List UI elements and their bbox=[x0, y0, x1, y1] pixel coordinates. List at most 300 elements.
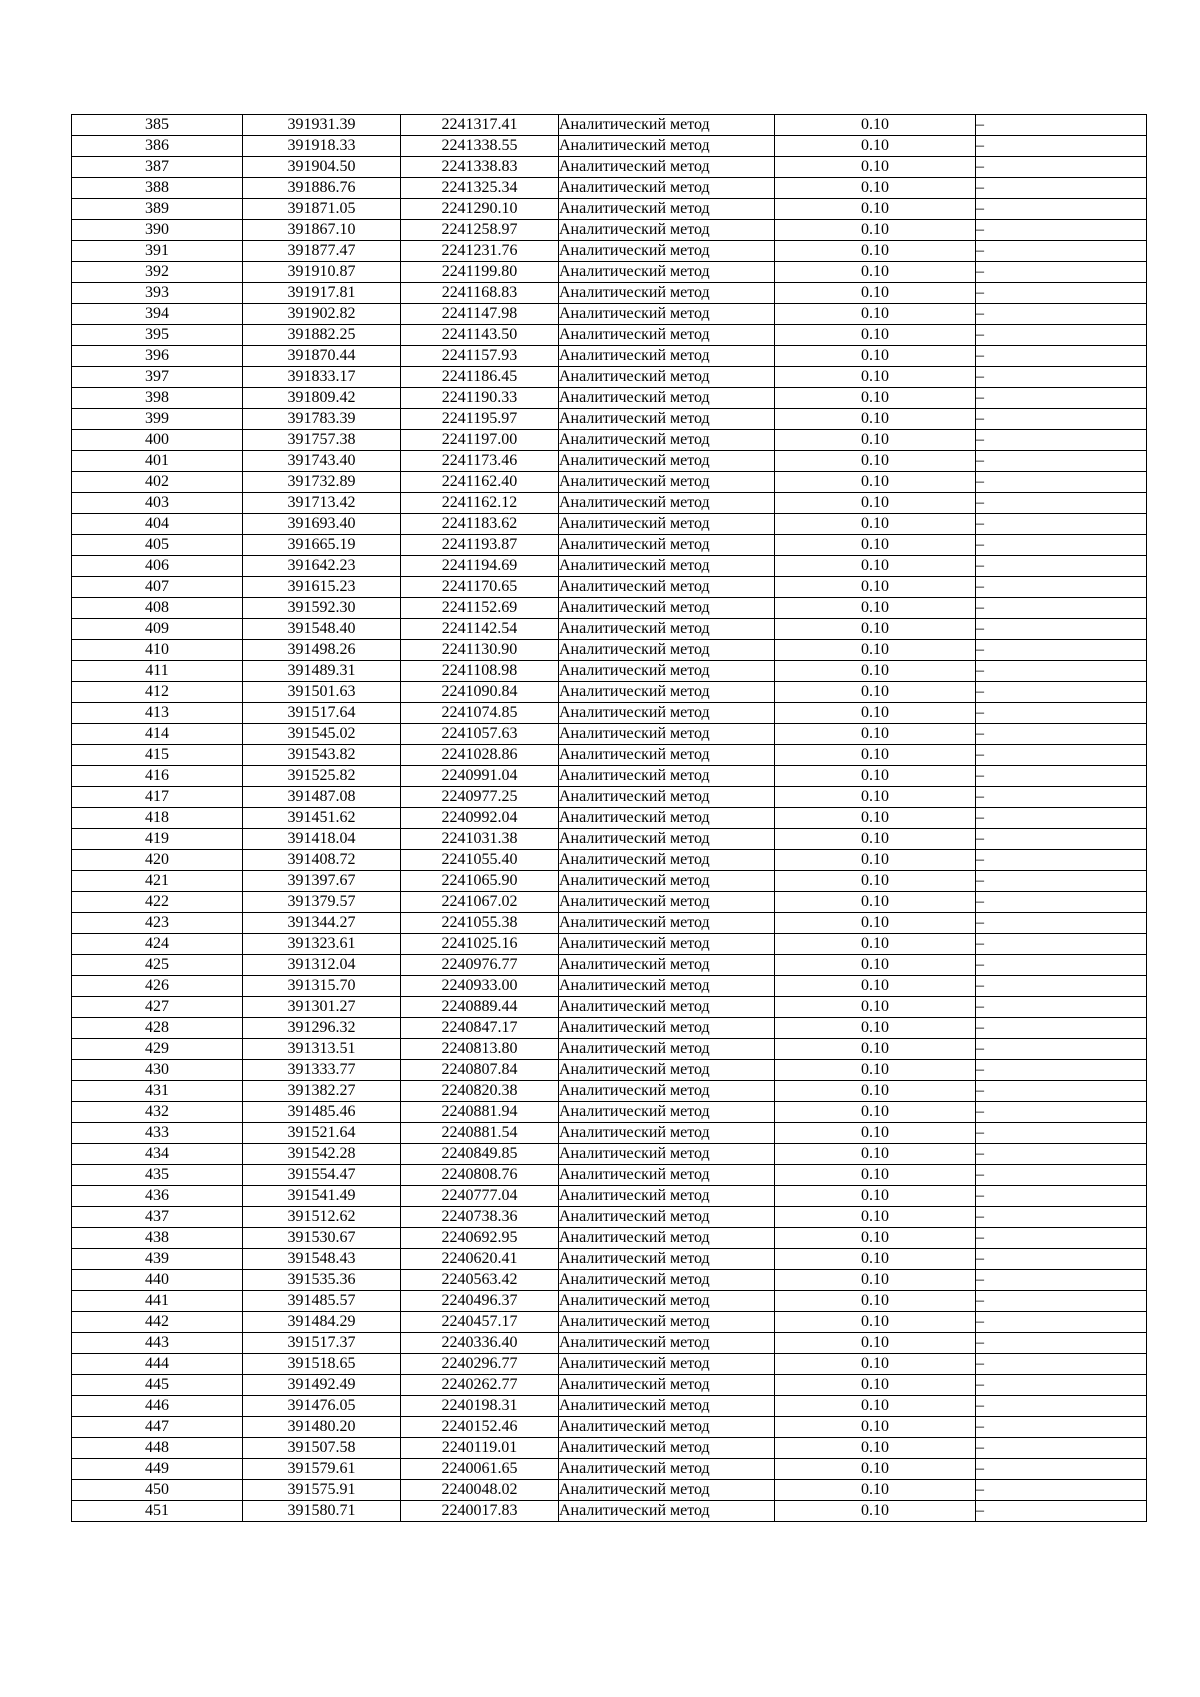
x-coordinate-cell: 391910.87 bbox=[243, 262, 401, 283]
point-number-cell: 425 bbox=[72, 955, 243, 976]
note-cell: – bbox=[976, 1228, 1147, 1249]
method-cell: Аналитический метод bbox=[559, 829, 775, 850]
accuracy-cell: 0.10 bbox=[775, 1291, 976, 1312]
method-cell: Аналитический метод bbox=[559, 1375, 775, 1396]
method-cell: Аналитический метод bbox=[559, 1081, 775, 1102]
point-number-cell: 393 bbox=[72, 283, 243, 304]
method-cell: Аналитический метод bbox=[559, 766, 775, 787]
table-row bbox=[72, 766, 1147, 787]
table-row bbox=[72, 367, 1147, 388]
point-number-cell: 385 bbox=[72, 115, 243, 136]
table-row bbox=[72, 829, 1147, 850]
method-cell: Аналитический метод bbox=[559, 703, 775, 724]
y-coordinate-cell: 2241199.80 bbox=[401, 262, 559, 283]
y-coordinate-cell: 2241168.83 bbox=[401, 283, 559, 304]
accuracy-cell: 0.10 bbox=[775, 1270, 976, 1291]
note-cell: – bbox=[976, 703, 1147, 724]
accuracy-cell: 0.10 bbox=[775, 1186, 976, 1207]
point-number-cell: 448 bbox=[72, 1438, 243, 1459]
table-row bbox=[72, 871, 1147, 892]
table-row bbox=[72, 409, 1147, 430]
note-cell: – bbox=[976, 1396, 1147, 1417]
x-coordinate-cell: 391485.46 bbox=[243, 1102, 401, 1123]
method-cell: Аналитический метод bbox=[559, 745, 775, 766]
note-cell: – bbox=[976, 1291, 1147, 1312]
method-cell: Аналитический метод bbox=[559, 640, 775, 661]
x-coordinate-cell: 391757.38 bbox=[243, 430, 401, 451]
accuracy-cell: 0.10 bbox=[775, 388, 976, 409]
point-number-cell: 420 bbox=[72, 850, 243, 871]
coordinates-table-container bbox=[71, 114, 1146, 1522]
table-row bbox=[72, 199, 1147, 220]
method-cell: Аналитический метод bbox=[559, 535, 775, 556]
note-cell: – bbox=[976, 1270, 1147, 1291]
point-number-cell: 396 bbox=[72, 346, 243, 367]
method-cell: Аналитический метод bbox=[559, 1354, 775, 1375]
y-coordinate-cell: 2240881.54 bbox=[401, 1123, 559, 1144]
note-cell: – bbox=[976, 1459, 1147, 1480]
x-coordinate-cell: 391487.08 bbox=[243, 787, 401, 808]
method-cell: Аналитический метод bbox=[559, 1459, 775, 1480]
point-number-cell: 415 bbox=[72, 745, 243, 766]
x-coordinate-cell: 391918.33 bbox=[243, 136, 401, 157]
y-coordinate-cell: 2241067.02 bbox=[401, 892, 559, 913]
table-row bbox=[72, 1039, 1147, 1060]
table-row bbox=[72, 850, 1147, 871]
method-cell: Аналитический метод bbox=[559, 262, 775, 283]
x-coordinate-cell: 391498.26 bbox=[243, 640, 401, 661]
accuracy-cell: 0.10 bbox=[775, 346, 976, 367]
x-coordinate-cell: 391665.19 bbox=[243, 535, 401, 556]
accuracy-cell: 0.10 bbox=[775, 1333, 976, 1354]
point-number-cell: 434 bbox=[72, 1144, 243, 1165]
note-cell: – bbox=[976, 136, 1147, 157]
x-coordinate-cell: 391575.91 bbox=[243, 1480, 401, 1501]
point-number-cell: 417 bbox=[72, 787, 243, 808]
note-cell: – bbox=[976, 661, 1147, 682]
table-row bbox=[72, 1207, 1147, 1228]
accuracy-cell: 0.10 bbox=[775, 1123, 976, 1144]
point-number-cell: 444 bbox=[72, 1354, 243, 1375]
x-coordinate-cell: 391451.62 bbox=[243, 808, 401, 829]
note-cell: – bbox=[976, 913, 1147, 934]
method-cell: Аналитический метод bbox=[559, 1417, 775, 1438]
point-number-cell: 391 bbox=[72, 241, 243, 262]
accuracy-cell: 0.10 bbox=[775, 850, 976, 871]
y-coordinate-cell: 2240336.40 bbox=[401, 1333, 559, 1354]
point-number-cell: 419 bbox=[72, 829, 243, 850]
x-coordinate-cell: 391518.65 bbox=[243, 1354, 401, 1375]
accuracy-cell: 0.10 bbox=[775, 976, 976, 997]
table-row bbox=[72, 325, 1147, 346]
x-coordinate-cell: 391541.49 bbox=[243, 1186, 401, 1207]
y-coordinate-cell: 2240496.37 bbox=[401, 1291, 559, 1312]
y-coordinate-cell: 2241152.69 bbox=[401, 598, 559, 619]
y-coordinate-cell: 2240992.04 bbox=[401, 808, 559, 829]
point-number-cell: 422 bbox=[72, 892, 243, 913]
x-coordinate-cell: 391642.23 bbox=[243, 556, 401, 577]
x-coordinate-cell: 391902.82 bbox=[243, 304, 401, 325]
point-number-cell: 449 bbox=[72, 1459, 243, 1480]
method-cell: Аналитический метод bbox=[559, 430, 775, 451]
y-coordinate-cell: 2241028.86 bbox=[401, 745, 559, 766]
x-coordinate-cell: 391871.05 bbox=[243, 199, 401, 220]
method-cell: Аналитический метод bbox=[559, 367, 775, 388]
y-coordinate-cell: 2241290.10 bbox=[401, 199, 559, 220]
note-cell: – bbox=[976, 472, 1147, 493]
x-coordinate-cell: 391492.49 bbox=[243, 1375, 401, 1396]
x-coordinate-cell: 391507.58 bbox=[243, 1438, 401, 1459]
table-row bbox=[72, 346, 1147, 367]
table-row bbox=[72, 493, 1147, 514]
point-number-cell: 398 bbox=[72, 388, 243, 409]
table-row bbox=[72, 745, 1147, 766]
table-row bbox=[72, 1123, 1147, 1144]
method-cell: Аналитический метод bbox=[559, 724, 775, 745]
x-coordinate-cell: 391333.77 bbox=[243, 1060, 401, 1081]
x-coordinate-cell: 391484.29 bbox=[243, 1312, 401, 1333]
x-coordinate-cell: 391543.82 bbox=[243, 745, 401, 766]
method-cell: Аналитический метод bbox=[559, 871, 775, 892]
method-cell: Аналитический метод bbox=[559, 493, 775, 514]
method-cell: Аналитический метод bbox=[559, 997, 775, 1018]
accuracy-cell: 0.10 bbox=[775, 787, 976, 808]
accuracy-cell: 0.10 bbox=[775, 619, 976, 640]
note-cell: – bbox=[976, 619, 1147, 640]
note-cell: – bbox=[976, 598, 1147, 619]
table-row bbox=[72, 1291, 1147, 1312]
y-coordinate-cell: 2241197.00 bbox=[401, 430, 559, 451]
note-cell: – bbox=[976, 1060, 1147, 1081]
accuracy-cell: 0.10 bbox=[775, 1354, 976, 1375]
method-cell: Аналитический метод bbox=[559, 472, 775, 493]
table-row bbox=[72, 304, 1147, 325]
table-row bbox=[72, 1165, 1147, 1186]
y-coordinate-cell: 2241170.65 bbox=[401, 577, 559, 598]
accuracy-cell: 0.10 bbox=[775, 871, 976, 892]
method-cell: Аналитический метод bbox=[559, 1333, 775, 1354]
point-number-cell: 440 bbox=[72, 1270, 243, 1291]
table-row bbox=[72, 556, 1147, 577]
point-number-cell: 433 bbox=[72, 1123, 243, 1144]
note-cell: – bbox=[976, 682, 1147, 703]
point-number-cell: 416 bbox=[72, 766, 243, 787]
method-cell: Аналитический метод bbox=[559, 1480, 775, 1501]
y-coordinate-cell: 2240881.94 bbox=[401, 1102, 559, 1123]
table-row bbox=[72, 514, 1147, 535]
y-coordinate-cell: 2241025.16 bbox=[401, 934, 559, 955]
accuracy-cell: 0.10 bbox=[775, 367, 976, 388]
table-row bbox=[72, 577, 1147, 598]
table-row bbox=[72, 283, 1147, 304]
x-coordinate-cell: 391315.70 bbox=[243, 976, 401, 997]
accuracy-cell: 0.10 bbox=[775, 1396, 976, 1417]
note-cell: – bbox=[976, 1480, 1147, 1501]
accuracy-cell: 0.10 bbox=[775, 1459, 976, 1480]
note-cell: – bbox=[976, 934, 1147, 955]
note-cell: – bbox=[976, 997, 1147, 1018]
accuracy-cell: 0.10 bbox=[775, 1501, 976, 1522]
table-row bbox=[72, 472, 1147, 493]
y-coordinate-cell: 2241142.54 bbox=[401, 619, 559, 640]
accuracy-cell: 0.10 bbox=[775, 1312, 976, 1333]
note-cell: – bbox=[976, 346, 1147, 367]
note-cell: – bbox=[976, 220, 1147, 241]
method-cell: Аналитический метод bbox=[559, 1270, 775, 1291]
point-number-cell: 437 bbox=[72, 1207, 243, 1228]
method-cell: Аналитический метод bbox=[559, 178, 775, 199]
accuracy-cell: 0.10 bbox=[775, 808, 976, 829]
note-cell: – bbox=[976, 1186, 1147, 1207]
table-row bbox=[72, 1417, 1147, 1438]
y-coordinate-cell: 2240847.17 bbox=[401, 1018, 559, 1039]
note-cell: – bbox=[976, 1375, 1147, 1396]
method-cell: Аналитический метод bbox=[559, 1144, 775, 1165]
table-row bbox=[72, 220, 1147, 241]
method-cell: Аналитический метод bbox=[559, 619, 775, 640]
method-cell: Аналитический метод bbox=[559, 115, 775, 136]
method-cell: Аналитический метод bbox=[559, 409, 775, 430]
point-number-cell: 432 bbox=[72, 1102, 243, 1123]
y-coordinate-cell: 2241317.41 bbox=[401, 115, 559, 136]
table-row bbox=[72, 136, 1147, 157]
table-row bbox=[72, 157, 1147, 178]
x-coordinate-cell: 391877.47 bbox=[243, 241, 401, 262]
y-coordinate-cell: 2240152.46 bbox=[401, 1417, 559, 1438]
x-coordinate-cell: 391542.28 bbox=[243, 1144, 401, 1165]
x-coordinate-cell: 391521.64 bbox=[243, 1123, 401, 1144]
table-row bbox=[72, 1396, 1147, 1417]
table-row bbox=[72, 997, 1147, 1018]
coordinates-table bbox=[71, 114, 1147, 1522]
table-row bbox=[72, 724, 1147, 745]
y-coordinate-cell: 2240976.77 bbox=[401, 955, 559, 976]
y-coordinate-cell: 2241258.97 bbox=[401, 220, 559, 241]
note-cell: – bbox=[976, 514, 1147, 535]
point-number-cell: 411 bbox=[72, 661, 243, 682]
x-coordinate-cell: 391480.20 bbox=[243, 1417, 401, 1438]
note-cell: – bbox=[976, 199, 1147, 220]
note-cell: – bbox=[976, 1249, 1147, 1270]
method-cell: Аналитический метод bbox=[559, 1018, 775, 1039]
method-cell: Аналитический метод bbox=[559, 955, 775, 976]
x-coordinate-cell: 391579.61 bbox=[243, 1459, 401, 1480]
method-cell: Аналитический метод bbox=[559, 136, 775, 157]
x-coordinate-cell: 391512.62 bbox=[243, 1207, 401, 1228]
method-cell: Аналитический метод bbox=[559, 577, 775, 598]
point-number-cell: 451 bbox=[72, 1501, 243, 1522]
accuracy-cell: 0.10 bbox=[775, 115, 976, 136]
y-coordinate-cell: 2241090.84 bbox=[401, 682, 559, 703]
point-number-cell: 390 bbox=[72, 220, 243, 241]
x-coordinate-cell: 391548.40 bbox=[243, 619, 401, 640]
y-coordinate-cell: 2241147.98 bbox=[401, 304, 559, 325]
point-number-cell: 428 bbox=[72, 1018, 243, 1039]
y-coordinate-cell: 2241074.85 bbox=[401, 703, 559, 724]
note-cell: – bbox=[976, 1039, 1147, 1060]
y-coordinate-cell: 2240692.95 bbox=[401, 1228, 559, 1249]
y-coordinate-cell: 2240808.76 bbox=[401, 1165, 559, 1186]
x-coordinate-cell: 391743.40 bbox=[243, 451, 401, 472]
y-coordinate-cell: 2241338.83 bbox=[401, 157, 559, 178]
note-cell: – bbox=[976, 892, 1147, 913]
point-number-cell: 406 bbox=[72, 556, 243, 577]
x-coordinate-cell: 391313.51 bbox=[243, 1039, 401, 1060]
x-coordinate-cell: 391408.72 bbox=[243, 850, 401, 871]
y-coordinate-cell: 2240738.36 bbox=[401, 1207, 559, 1228]
accuracy-cell: 0.10 bbox=[775, 640, 976, 661]
y-coordinate-cell: 2240457.17 bbox=[401, 1312, 559, 1333]
x-coordinate-cell: 391882.25 bbox=[243, 325, 401, 346]
x-coordinate-cell: 391517.64 bbox=[243, 703, 401, 724]
table-row bbox=[72, 934, 1147, 955]
table-row bbox=[72, 787, 1147, 808]
method-cell: Аналитический метод bbox=[559, 1312, 775, 1333]
note-cell: – bbox=[976, 535, 1147, 556]
method-cell: Аналитический метод bbox=[559, 556, 775, 577]
accuracy-cell: 0.10 bbox=[775, 136, 976, 157]
x-coordinate-cell: 391344.27 bbox=[243, 913, 401, 934]
accuracy-cell: 0.10 bbox=[775, 493, 976, 514]
method-cell: Аналитический метод bbox=[559, 892, 775, 913]
accuracy-cell: 0.10 bbox=[775, 430, 976, 451]
method-cell: Аналитический метод bbox=[559, 1039, 775, 1060]
point-number-cell: 429 bbox=[72, 1039, 243, 1060]
accuracy-cell: 0.10 bbox=[775, 556, 976, 577]
method-cell: Аналитический метод bbox=[559, 934, 775, 955]
accuracy-cell: 0.10 bbox=[775, 661, 976, 682]
point-number-cell: 386 bbox=[72, 136, 243, 157]
y-coordinate-cell: 2241195.97 bbox=[401, 409, 559, 430]
point-number-cell: 412 bbox=[72, 682, 243, 703]
table-row bbox=[72, 1060, 1147, 1081]
note-cell: – bbox=[976, 1438, 1147, 1459]
accuracy-cell: 0.10 bbox=[775, 1438, 976, 1459]
point-number-cell: 442 bbox=[72, 1312, 243, 1333]
table-row bbox=[72, 1270, 1147, 1291]
table-row bbox=[72, 682, 1147, 703]
method-cell: Аналитический метод bbox=[559, 220, 775, 241]
y-coordinate-cell: 2240889.44 bbox=[401, 997, 559, 1018]
x-coordinate-cell: 391886.76 bbox=[243, 178, 401, 199]
y-coordinate-cell: 2240849.85 bbox=[401, 1144, 559, 1165]
table-row bbox=[72, 1459, 1147, 1480]
x-coordinate-cell: 391870.44 bbox=[243, 346, 401, 367]
table-row bbox=[72, 1249, 1147, 1270]
y-coordinate-cell: 2241157.93 bbox=[401, 346, 559, 367]
x-coordinate-cell: 391867.10 bbox=[243, 220, 401, 241]
method-cell: Аналитический метод bbox=[559, 1186, 775, 1207]
y-coordinate-cell: 2240563.42 bbox=[401, 1270, 559, 1291]
method-cell: Аналитический метод bbox=[559, 325, 775, 346]
table-row bbox=[72, 1312, 1147, 1333]
accuracy-cell: 0.10 bbox=[775, 1165, 976, 1186]
accuracy-cell: 0.10 bbox=[775, 1144, 976, 1165]
method-cell: Аналитический метод bbox=[559, 1438, 775, 1459]
table-row bbox=[72, 640, 1147, 661]
y-coordinate-cell: 2240198.31 bbox=[401, 1396, 559, 1417]
accuracy-cell: 0.10 bbox=[775, 1375, 976, 1396]
point-number-cell: 409 bbox=[72, 619, 243, 640]
x-coordinate-cell: 391379.57 bbox=[243, 892, 401, 913]
point-number-cell: 402 bbox=[72, 472, 243, 493]
method-cell: Аналитический метод bbox=[559, 787, 775, 808]
table-row bbox=[72, 661, 1147, 682]
accuracy-cell: 0.10 bbox=[775, 955, 976, 976]
y-coordinate-cell: 2240813.80 bbox=[401, 1039, 559, 1060]
table-row bbox=[72, 1501, 1147, 1522]
note-cell: – bbox=[976, 493, 1147, 514]
accuracy-cell: 0.10 bbox=[775, 1249, 976, 1270]
accuracy-cell: 0.10 bbox=[775, 325, 976, 346]
y-coordinate-cell: 2241057.63 bbox=[401, 724, 559, 745]
method-cell: Аналитический метод bbox=[559, 598, 775, 619]
point-number-cell: 410 bbox=[72, 640, 243, 661]
note-cell: – bbox=[976, 808, 1147, 829]
table-row bbox=[72, 115, 1147, 136]
x-coordinate-cell: 391301.27 bbox=[243, 997, 401, 1018]
point-number-cell: 388 bbox=[72, 178, 243, 199]
point-number-cell: 426 bbox=[72, 976, 243, 997]
point-number-cell: 394 bbox=[72, 304, 243, 325]
method-cell: Аналитический метод bbox=[559, 976, 775, 997]
note-cell: – bbox=[976, 871, 1147, 892]
method-cell: Аналитический метод bbox=[559, 1291, 775, 1312]
method-cell: Аналитический метод bbox=[559, 199, 775, 220]
accuracy-cell: 0.10 bbox=[775, 1228, 976, 1249]
y-coordinate-cell: 2241143.50 bbox=[401, 325, 559, 346]
accuracy-cell: 0.10 bbox=[775, 1480, 976, 1501]
method-cell: Аналитический метод bbox=[559, 514, 775, 535]
point-number-cell: 441 bbox=[72, 1291, 243, 1312]
note-cell: – bbox=[976, 1417, 1147, 1438]
point-number-cell: 421 bbox=[72, 871, 243, 892]
point-number-cell: 430 bbox=[72, 1060, 243, 1081]
accuracy-cell: 0.10 bbox=[775, 1081, 976, 1102]
accuracy-cell: 0.10 bbox=[775, 997, 976, 1018]
note-cell: – bbox=[976, 976, 1147, 997]
y-coordinate-cell: 2241173.46 bbox=[401, 451, 559, 472]
accuracy-cell: 0.10 bbox=[775, 283, 976, 304]
y-coordinate-cell: 2240017.83 bbox=[401, 1501, 559, 1522]
note-cell: – bbox=[976, 1333, 1147, 1354]
x-coordinate-cell: 391485.57 bbox=[243, 1291, 401, 1312]
table-row bbox=[72, 808, 1147, 829]
x-coordinate-cell: 391732.89 bbox=[243, 472, 401, 493]
method-cell: Аналитический метод bbox=[559, 1228, 775, 1249]
method-cell: Аналитический метод bbox=[559, 1165, 775, 1186]
method-cell: Аналитический метод bbox=[559, 1249, 775, 1270]
accuracy-cell: 0.10 bbox=[775, 682, 976, 703]
accuracy-cell: 0.10 bbox=[775, 178, 976, 199]
accuracy-cell: 0.10 bbox=[775, 1039, 976, 1060]
y-coordinate-cell: 2240991.04 bbox=[401, 766, 559, 787]
y-coordinate-cell: 2241325.34 bbox=[401, 178, 559, 199]
y-coordinate-cell: 2241190.33 bbox=[401, 388, 559, 409]
accuracy-cell: 0.10 bbox=[775, 892, 976, 913]
table-row bbox=[72, 1438, 1147, 1459]
note-cell: – bbox=[976, 1312, 1147, 1333]
accuracy-cell: 0.10 bbox=[775, 514, 976, 535]
note-cell: – bbox=[976, 1123, 1147, 1144]
note-cell: – bbox=[976, 157, 1147, 178]
table-row bbox=[72, 1018, 1147, 1039]
table-row bbox=[72, 892, 1147, 913]
point-number-cell: 387 bbox=[72, 157, 243, 178]
y-coordinate-cell: 2240933.00 bbox=[401, 976, 559, 997]
table-row bbox=[72, 598, 1147, 619]
y-coordinate-cell: 2241186.45 bbox=[401, 367, 559, 388]
